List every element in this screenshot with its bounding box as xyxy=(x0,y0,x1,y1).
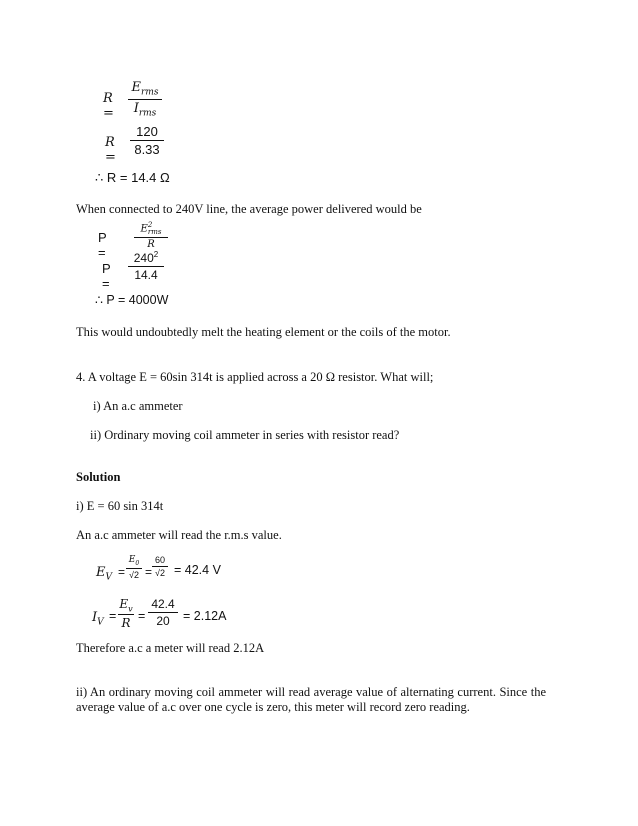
solution-rms-statement: An a.c ammeter will read the r.m.s value. xyxy=(76,528,282,542)
eq2-fraction xyxy=(130,124,164,157)
text-power-intro: When connected to 240V line, the average power delivered would be xyxy=(76,202,422,216)
eq8-f1-numerator-sub: v xyxy=(128,604,133,614)
eq8-fraction-2 xyxy=(148,597,178,628)
equation-p-result: ∴ P = 4000W xyxy=(95,293,169,307)
eq4-numerator-sup: 2 xyxy=(147,221,153,229)
equation-r-result: ∴ R = 14.4 Ω xyxy=(95,170,170,185)
solution-part-i: i) E = 60 sin 314t xyxy=(76,499,164,513)
text-melt-statement: This would undoubtedly melt the heating element or the coils of the motor. xyxy=(76,325,451,339)
eq5-numerator: 240 xyxy=(133,251,154,265)
eq7-f1-numerator-sub: 0 xyxy=(135,559,140,567)
eq4-lhs: P = xyxy=(98,230,107,260)
eq2-numerator: 120 xyxy=(136,124,158,139)
eq1-numerator: E xyxy=(131,80,142,95)
question-4: 4. A voltage E = 60sin 314t is applied across a 20 Ω resistor. What will; xyxy=(76,370,434,384)
eq2-denominator: 8.33 xyxy=(134,142,160,157)
eq7-equals: = xyxy=(118,565,126,579)
eq1-lhs: R = xyxy=(103,91,114,121)
eq5-numerator-sup: 2 xyxy=(153,250,159,259)
solution-part-ii: ii) An ordinary moving coil ammeter will read average value of alternating current. Since the average value of a.c over one cycle is zero, this meter will record zero reading. xyxy=(76,685,546,714)
eq7-result: = 42.4 V xyxy=(174,563,221,577)
eq8-equals-2: = xyxy=(138,609,146,623)
eq5-fraction xyxy=(128,250,164,282)
eq8-f1-denominator: R xyxy=(121,616,131,631)
eq7-lhs-sub: V xyxy=(105,572,112,583)
eq7-lhs: $E_V$ xyxy=(96,565,112,583)
eq1-fraction xyxy=(128,80,162,118)
eq8-lhs-sub: V xyxy=(97,617,104,628)
eq5-denominator: 14.4 xyxy=(134,268,158,282)
eq8-lhs: $I_V$ xyxy=(92,610,104,628)
eq1-numerator-sub: rms xyxy=(141,87,159,98)
eq5-lhs: P = xyxy=(102,261,111,291)
eq8-result: = 2.12A xyxy=(183,609,227,623)
eq7-f1-denominator: √2 xyxy=(129,569,139,580)
eq7-f2-numerator: 60 xyxy=(154,555,165,565)
eq4-denominator: R xyxy=(147,239,155,250)
eq1-denominator: I xyxy=(133,100,139,116)
eq7-fraction-2 xyxy=(152,555,168,578)
question-4-part-i: i) An a.c ammeter xyxy=(93,399,183,413)
eq8-fraction-1 xyxy=(118,597,134,630)
solution-heading: Solution xyxy=(76,470,121,484)
eq2-lhs: R = xyxy=(105,135,116,165)
eq4-numerator-sub: rms xyxy=(147,228,162,236)
eq4-numerator: E xyxy=(140,223,148,235)
eq8-f2-denominator: 20 xyxy=(156,614,170,628)
eq8-equals: = xyxy=(109,609,117,623)
eq7-f1-numerator: E xyxy=(128,555,136,565)
question-4-part-ii: ii) Ordinary moving coil ammeter in series with resistor read? xyxy=(90,428,400,442)
eq8-f2-numerator: 42.4 xyxy=(151,597,175,611)
eq7-equals-2: = xyxy=(145,565,153,579)
eq7-fraction-1 xyxy=(126,555,142,580)
eq4-fraction xyxy=(134,222,168,250)
eq7-f2-denominator: √2 xyxy=(155,568,165,578)
eq1-denominator-sub: rms xyxy=(138,108,157,119)
solution-result: Therefore a.c a meter will read 2.12A xyxy=(76,641,265,655)
eq8-f1-numerator: E xyxy=(119,597,129,611)
